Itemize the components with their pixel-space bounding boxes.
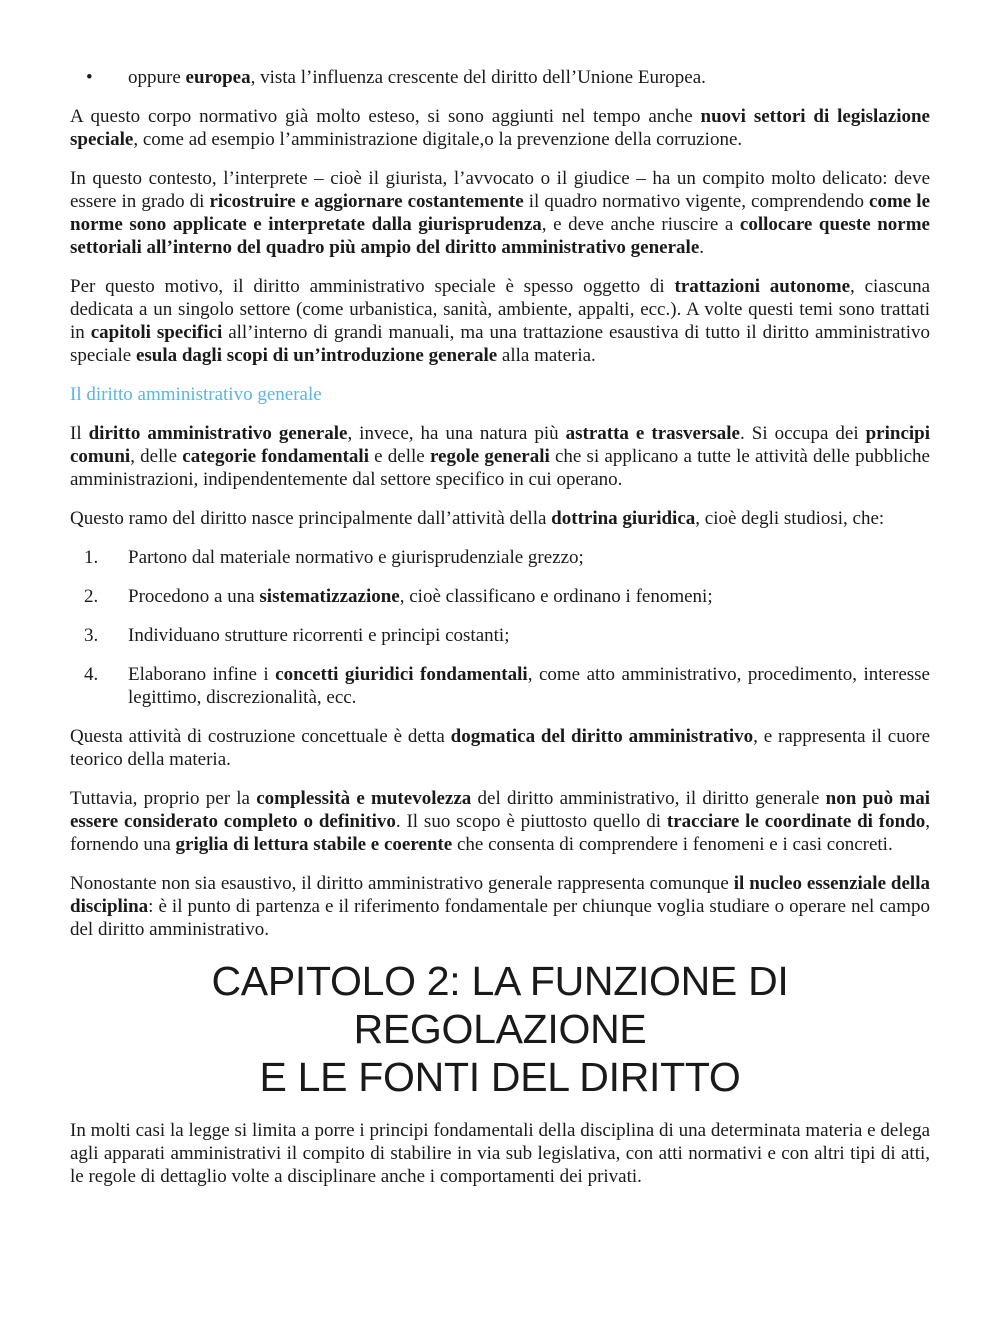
list-item: 1. Partono dal materiale normativo e giurisprudenziale grezzo; <box>84 547 584 568</box>
paragraph-dottrina: Questo ramo del diritto nasce principalmente dall’attività della dottrina giuridica, cioè degli studiosi, che: <box>70 508 885 529</box>
bullet-icon: • <box>86 67 93 88</box>
paragraph-diritto-generale: Il diritto amministrativo generale, invece, ha una natura più astratta e trasversale. Si occupa dei principi comuni, delle categorie fondamentali e delle regole generali che si applicano a tutte le attività delle pubbliche amministrazioni, indipendentemente dal settore specifico in cui operano. <box>70 423 931 490</box>
paragraph-complessita: Tuttavia, proprio per la complessità e mutevolezza del diritto amministrativo, il diritto generale non può mai essere considerato completo o definitivo. Il suo scopo è piuttosto quello di tracciare le coordinate di fondo, fornendo una griglia di lettura stabile e coerente che consenta di comprendere i fenomeni e i casi concreti. <box>70 788 931 855</box>
chapter-title-line-2: E LE FONTI DEL DIRITTO <box>259 1054 741 1100</box>
paragraph-funzione-regolazione: In molti casi la legge si limita a porre i principi fondamentali della disciplina di una determinata materia e delega agli apparati amministrativi il compito di stabilire in via sub legislativa, con atti normativi e con altri tipi di atti, le regole di dettaglio volte a disciplinare anche i comportamenti dei privati. <box>70 1120 930 1187</box>
list-item: 4. Elaborano infine i concetti giuridici fondamentali, come atto amministrativo, procedimento, interesse legittimo, discrezionalità, ecc. <box>84 664 930 708</box>
list-item: • oppure europea, vista l’influenza crescente del diritto dell’Unione Europea. <box>86 67 706 88</box>
paragraph-interprete: In questo contesto, l’interprete – cioè il giurista, l’avvocato o il giudice – ha un compito molto delicato: deve essere in grado di ricostruire e aggiornare costantemente il quadro normativo vigente, comprendendo come le norme sono applicate e interpretate dalla giurisprudenza, e deve anche riuscire a collocare queste norme settoriali all’interno del quadro più ampio del diritto amministrativo generale. <box>70 168 930 258</box>
paragraph-nucleo-essenziale: Nonostante non sia esaustivo, il diritto amministrativo generale rappresenta comunque il nucleo essenziale della disciplina: è il punto di partenza e il riferimento fondamentale per chiunque voglia studiare o operare nel campo del diritto amministrativo. <box>70 873 930 940</box>
list-item: 3. Individuano strutture ricorrenti e principi costanti; <box>84 625 510 646</box>
paragraph-trattazioni-autonome: Per questo motivo, il diritto amministrativo speciale è spesso oggetto di trattazioni autonome, ciascuna dedicata a un singolo settore (come urbanistica, sanità, ambiente, appalti, ecc.). A volte questi temi sono trattati in capitoli specifici all’interno di grandi manuali, ma una trattazione esaustiva di tutto il diritto amministrativo speciale esula dagli scopi di un’introduzione generale alla materia. <box>70 276 931 366</box>
list-item: 2. Procedono a una sistematizzazione, cioè classificano e ordinano i fenomeni; <box>84 586 713 607</box>
chapter-title <box>70 957 930 1101</box>
paragraph-legislazione-speciale: A questo corpo normativo già molto esteso, si sono aggiunti nel tempo anche nuovi settori di legislazione speciale, come ad esempio l’amministrazione digitale,o la prevenzione della corruzione. <box>70 106 930 150</box>
chapter-title-line-1: CAPITOLO 2: LA FUNZIONE DI REGOLAZIONE <box>211 958 789 1052</box>
paragraph-dogmatica: Questa attività di costruzione concettuale è detta dogmatica del diritto amministrativo, e rappresenta il cuore teorico della materia. <box>70 726 931 770</box>
section-subheading: Il diritto amministrativo generale <box>70 384 322 405</box>
numbered-list <box>70 546 930 709</box>
